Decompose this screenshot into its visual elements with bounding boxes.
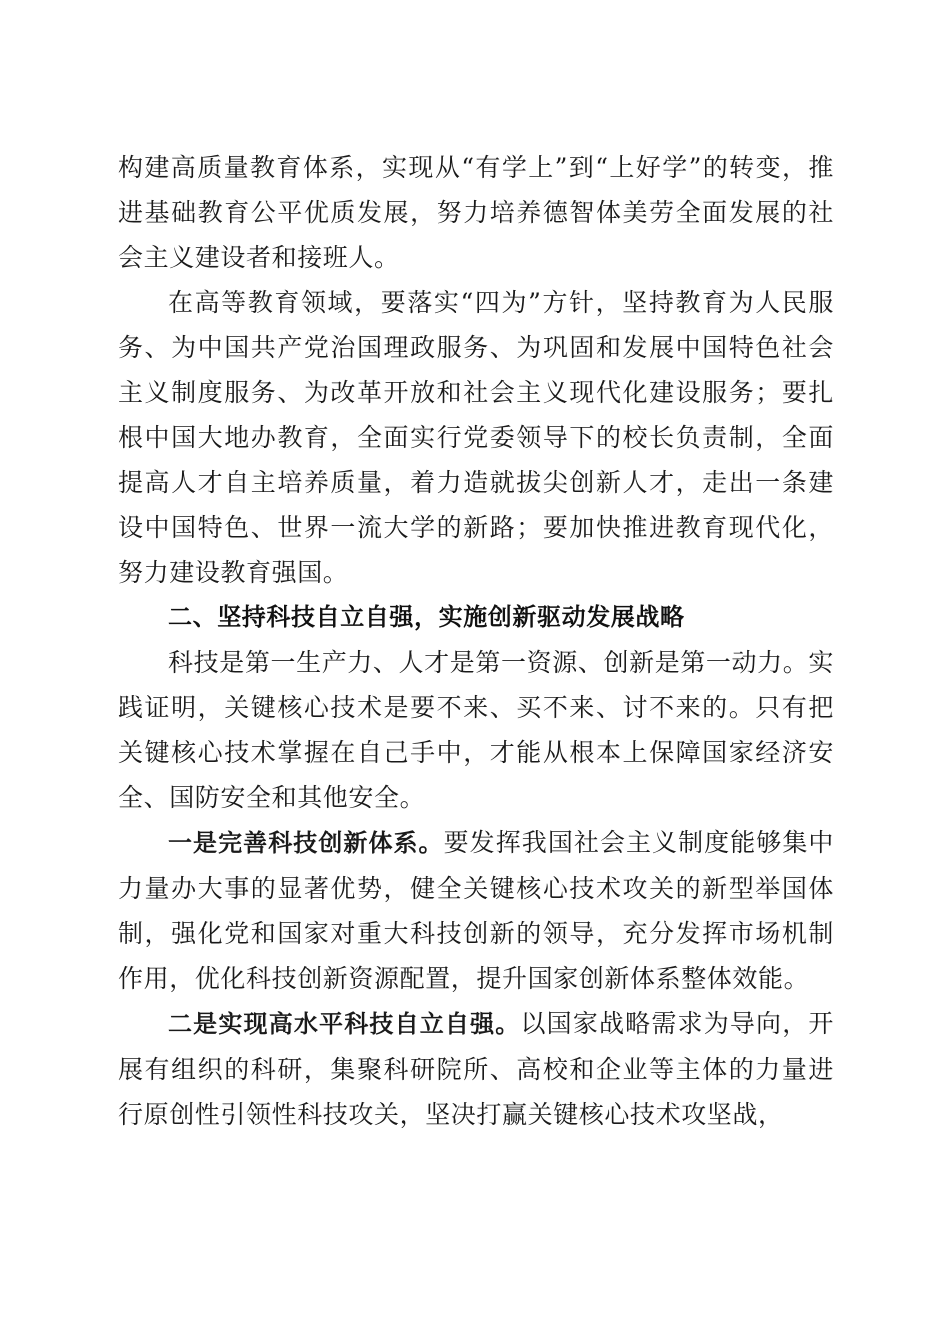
lead-phrase-innovation-system: 一是完善科技创新体系。 <box>168 829 444 857</box>
document-body <box>118 145 834 1137</box>
lead-phrase-tech-self-reliance: 二是实现高水平科技自立自强。 <box>168 1010 521 1038</box>
paragraph-innovation-system-body: 要发挥我国社会主义制度能够集中力量办大事的显著优势，健全关键核心技术攻关的新型举国体制，强化党和国家对重大科技创新的领导，充分发挥市场机制作用，优化科技创新资源配置，提升国家创新体系整体效能。 <box>118 828 834 993</box>
paragraph-tech-productivity: 科技是第一生产力、人才是第一资源、创新是第一动力。实践证明，关键核心技术是要不来、买不来、讨不来的。只有把关键核心技术掌握在自己手中，才能从根本上保障国家经济安全、国防安全和其他安全。 <box>118 648 834 812</box>
paragraph-tech-self-reliance <box>118 1001 834 1137</box>
paragraph-innovation-system <box>118 820 834 1001</box>
paragraph-tech-self-reliance-body: 以国家战略需求为导向，开展有组织的科研，集聚科研院所、高校和企业等主体的力量进行原创性引领性科技攻关，坚决打赢关键核心技术攻坚战， <box>118 1009 835 1129</box>
section-heading-tech-self-reliance: 二、坚持科技自立自强，实施创新驱动发展战略 <box>168 603 685 631</box>
paragraph-education-system: 构建高质量教育体系，实现从“有学上”到“上好学”的转变，推进基础教育公平优质发展，努力培养德智体美劳全面发展的社会主义建设者和接班人。 <box>118 153 834 272</box>
paragraph-higher-education: 在高等教育领域，要落实“四为”方针，坚持教育为人民服务、为中国共产党治国理政服务、为巩固和发展中国特色社会主义制度服务、为改革开放和社会主义现代化建设服务；要扎根中国大地办教育，全面实行党委领导下的校长负责制，全面提高人才自主培养质量，着力造就拔尖创新人才，走出一条建设中国特色、世界一流大学的新路；要加快推进教育现代化，努力建设教育强国。 <box>118 288 834 587</box>
